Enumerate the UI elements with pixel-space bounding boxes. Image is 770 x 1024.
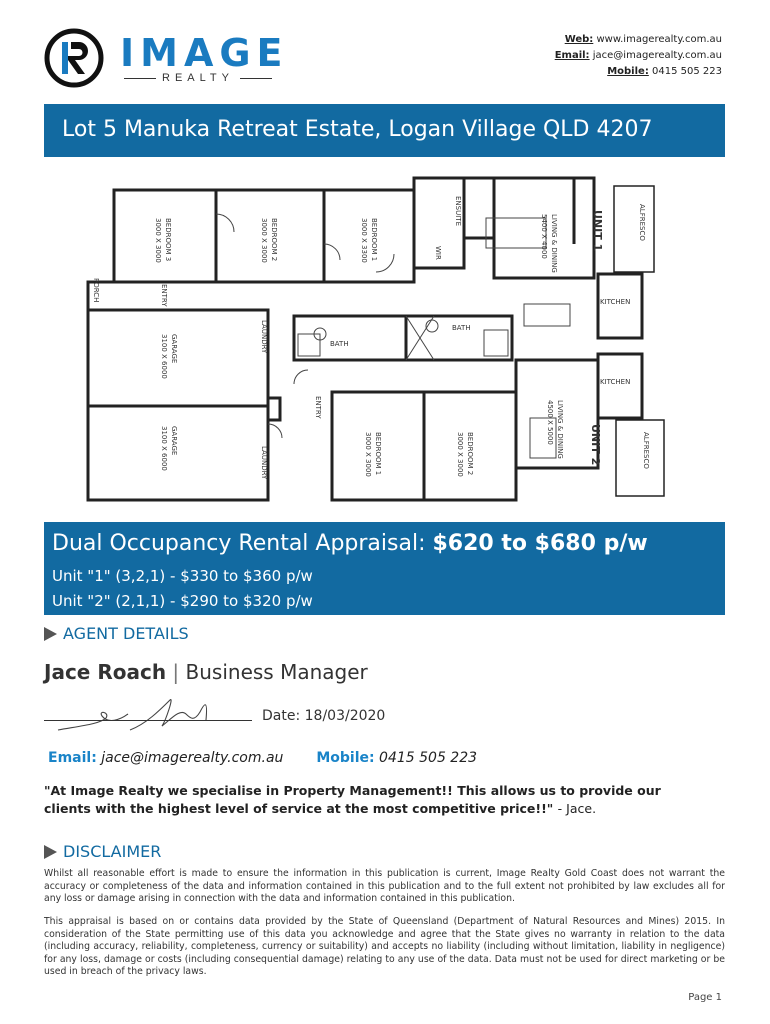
- room-dim: 3100 X 6000: [160, 334, 168, 379]
- logo-mark-icon: [44, 28, 104, 88]
- room-dim: 3000 X 3300: [360, 218, 368, 263]
- contact-block: [555, 32, 722, 80]
- disclaimer-paragraph-1: Whilst all reasonable effort is made to ensure the information in this publication is current, Image Realty Gold Coast does not warrant the accuracy or completeness of the data and information contained in this publication and to the full extent not prohibited by law excludes all for any loss or damage arising in connection with the data and information contained in this publication.: [44, 868, 725, 905]
- room-dim: 4500 X 5000: [546, 400, 554, 445]
- room-dim: 3000 X 3000: [364, 432, 372, 477]
- room-label: PORCH: [92, 278, 100, 303]
- room-label: ENTRY: [160, 284, 168, 307]
- unit-label: UNIT 2: [589, 424, 602, 466]
- room-label: ALFRESCO: [642, 432, 650, 469]
- room-label: LIVING & DINING: [556, 400, 564, 459]
- floor-plan: [84, 174, 666, 504]
- room-dim: 3000 X 3000: [154, 218, 162, 263]
- room-label: ENSUITE: [454, 196, 462, 226]
- room-label: BATH: [452, 324, 471, 332]
- disclaimer-heading: DISCLAIMER: [44, 842, 161, 861]
- date-field: Date: 18/03/2020: [262, 708, 386, 724]
- appraisal-box: [44, 522, 725, 615]
- room-label: ALFRESCO: [638, 204, 646, 241]
- title-bar: [44, 104, 725, 157]
- room-label: GARAGE: [170, 334, 178, 364]
- room-label: KITCHEN: [600, 298, 631, 306]
- room-label: LIVING & DINING: [550, 214, 558, 273]
- room-label: KITCHEN: [600, 378, 631, 386]
- agent-mobile: 0415 505 223: [379, 750, 478, 766]
- mobile-label: Mobile:: [607, 66, 649, 77]
- signature-line: [44, 720, 252, 721]
- room-label: ENTRY: [314, 396, 322, 419]
- room-label: BEDROOM 2: [270, 218, 278, 262]
- agent-name: Jace Roach | Business Manager: [44, 660, 368, 684]
- appraisal-heading: [52, 531, 648, 556]
- logo: [44, 28, 289, 94]
- room-label: LAUNDRY: [260, 446, 268, 480]
- room-label: BEDROOM 1: [370, 218, 378, 262]
- mobile-value: 0415 505 223: [652, 66, 722, 77]
- appraisal-range: $620 to $680 p/w: [432, 531, 648, 556]
- logo-sub: REALTY: [124, 72, 272, 84]
- page-number: Page 1: [688, 992, 722, 1003]
- signature: [50, 690, 230, 740]
- room-dim: 3000 X 3000: [260, 218, 268, 263]
- room-dim: 3000 X 3000: [456, 432, 464, 477]
- room-label: WIR: [434, 246, 442, 260]
- web-label: Web:: [564, 34, 594, 45]
- triangle-bullet-icon: [44, 845, 57, 859]
- date-value: 18/03/2020: [304, 708, 386, 724]
- email-link[interactable]: jace@imagerealty.com.au: [592, 50, 722, 61]
- unit2-appraisal: Unit "2" (2,1,1) - $290 to $320 p/w: [52, 592, 313, 610]
- agent-email-link[interactable]: jace@imagerealty.com.au: [101, 750, 284, 766]
- room-label: BATH: [330, 340, 349, 348]
- room-label: BEDROOM 3: [164, 218, 172, 262]
- room-label: BEDROOM 1: [374, 432, 382, 476]
- page-title: Lot 5 Manuka Retreat Estate, Logan Village QLD 4207: [62, 117, 653, 142]
- logo-word: IMAGE: [120, 31, 289, 75]
- web-link[interactable]: www.imagerealty.com.au: [596, 34, 722, 45]
- disclaimer-paragraph-2: This appraisal is based on or contains data provided by the State of Queensland (Department of Natural Resources and Mines) 2015. In consideration of the State permitting use of this data you acknowledge and agree that the State gives no warranty in relation to the data (including accuracy, reliability, completeness, currency or suitability) and accepts no liability (including without limitation, liability in negligence) for any loss, damage or costs (including consequential damage) relating to any use of the data. Data must not be used for direct marketing or be used in breach of the privacy laws.: [44, 916, 725, 978]
- room-dim: 3100 X 6000: [160, 426, 168, 471]
- room-label: GARAGE: [170, 426, 178, 456]
- appraisal-label: Dual Occupancy Rental Appraisal:: [52, 531, 426, 556]
- unit-label: UNIT 1: [591, 210, 604, 252]
- unit1-appraisal: Unit "1" (3,2,1) - $330 to $360 p/w: [52, 567, 313, 585]
- triangle-bullet-icon: [44, 627, 57, 641]
- email-label: Email:: [554, 50, 590, 61]
- agent-details-heading: AGENT DETAILS: [44, 624, 189, 643]
- agent-contact-row: Email: jace@imagerealty.com.au Mobile: 0415 505 223: [48, 750, 478, 766]
- room-label: LAUNDRY: [260, 320, 268, 354]
- room-label: BEDROOM 2: [466, 432, 474, 476]
- agent-quote: "At Image Realty we specialise in Property Management!! This allows us to provide our clients with the highest level of service at the most competitive price!!" - Jace.: [44, 783, 661, 816]
- room-dim: 5400 X 4000: [540, 214, 548, 259]
